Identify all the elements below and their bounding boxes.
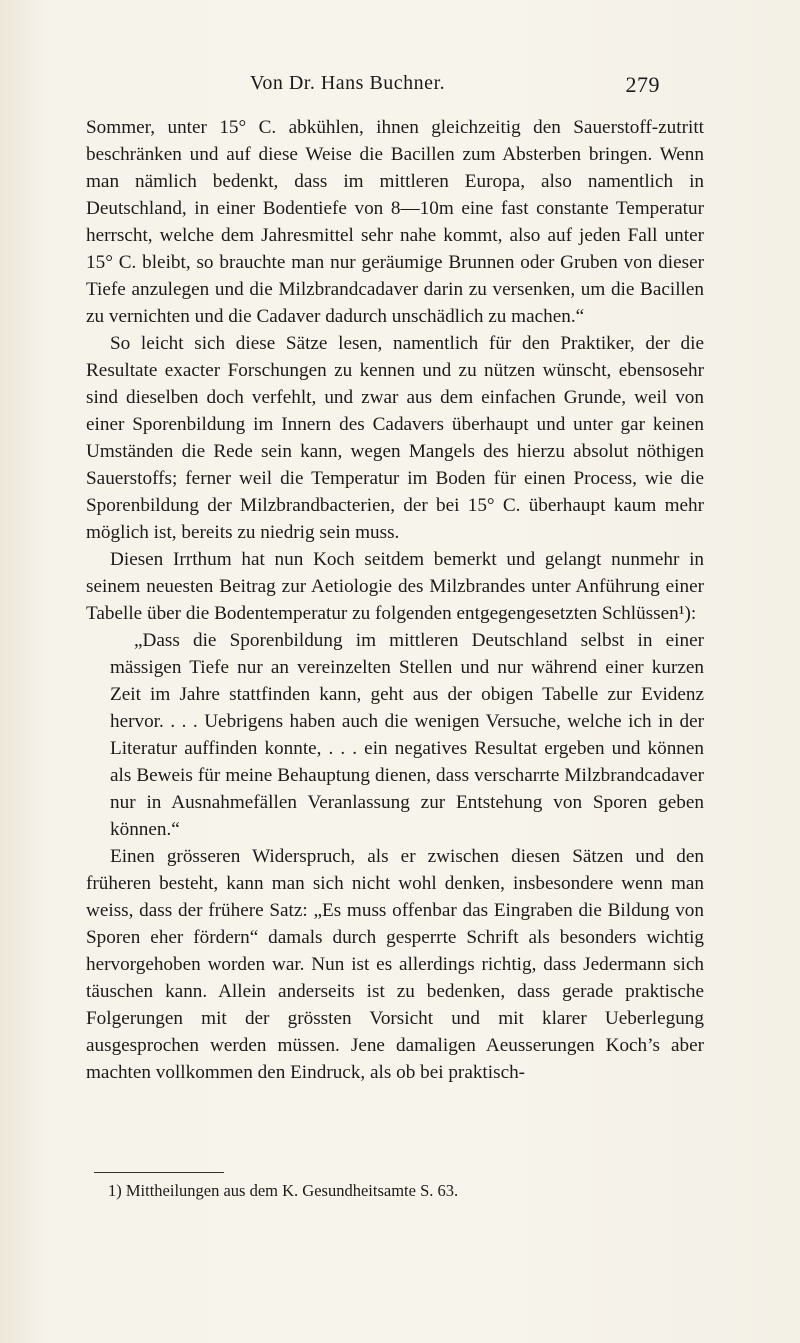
footnote: 1) Mittheilungen aus dem K. Gesundheitsamte S. 63.	[108, 1181, 459, 1200]
page-number: 279	[625, 72, 660, 97]
paragraph-5: Einen grösseren Widerspruch, als er zwischen diesen Sätzen und den früheren besteht, kann man sich nicht wohl denken, insbesondere wenn man weiss, dass der frühere Satz: „Es muss offenbar das Eingraben die Bildung von Sporen eher fördern“ damals durch gesperrte Schrift als besonders wichtig hervorgehoben worden war. Nun ist es allerdings richtig, dass Jedermann sich täuschen kann. Allein anderseits ist zu bedenken, dass gerade praktische Folgerungen mit der grössten Vorsicht und mit klarer Ueberlegung ausgesprochen werden müssen. Jene damaligen Aeusserungen Koch’s aber machten vollkommen den Eindruck, als ob bei praktisch-	[86, 846, 704, 1083]
quotation-paragraph: „Dass die Sporenbildung im mittleren Deutschland selbst in einer mässigen Tiefe nur an vereinzelten Stellen und nur während einer kurzen Zeit im Jahre stattfinden kann, geht aus der obigen Tabelle zur Evidenz hervor. . . . Uebrigens haben auch die wenigen Versuche, welche ich in der Literatur auffinden konnte, . . . ein negatives Resultat ergeben und können als Beweis für meine Behauptung dienen, dass verscharrte Milzbrandcadaver nur in Ausnahmefällen Veranlassung zur Entstehung von Sporen geben können.“	[110, 630, 704, 840]
running-title: Von Dr. Hans Buchner.	[250, 72, 446, 94]
paragraph-1: Sommer, unter 15° C. abkühlen, ihnen gleichzeitig den Sauerstoff-zutritt beschränken und auf diese Weise die Bacillen zum Absterben bringen. Wenn man nämlich bedenkt, dass im mittleren Europa, also namentlich in Deutschland, in einer Bodentiefe von 8—10m eine fast constante Temperatur herrscht, welche dem Jahresmittel sehr nahe kommt, also auf jeden Fall unter 15° C. bleibt, so brauchte man nur geräumige Brunnen oder Gruben von dieser Tiefe anzulegen und die Milzbrandcadaver darin zu versenken, um die Bacillen zu vernichten und die Cadaver dadurch unschädlich zu machen.“	[86, 117, 704, 327]
body-text	[86, 114, 704, 1086]
footnote-divider	[94, 1172, 224, 1173]
paragraph-3: Diesen Irrthum hat nun Koch seitdem bemerkt und gelangt nunmehr in seinem neuesten Beitrag zur Aetiologie des Milzbrandes unter Anführung einer Tabelle über die Bodentemperatur zu folgenden entgegengesetzten Schlüssen¹):	[86, 549, 704, 624]
paragraph-2: So leicht sich diese Sätze lesen, namentlich für den Praktiker, der die Resultate exacter Forschungen zu kennen und zu nützen wünscht, ebensosehr sind dieselben doch verfehlt, und zwar aus dem einfachen Grunde, weil von einer Sporenbildung im Innern des Cadavers überhaupt und unter gar keinen Umständen die Rede sein kann, wegen Mangels des hierzu absolut nöthigen Sauerstoffs; ferner weil die Temperatur im Boden für einen Process, wie die Sporenbildung der Milzbrandbacterien, der bei 15° C. überhaupt kaum mehr möglich ist, bereits zu niedrig sein muss.	[86, 333, 704, 543]
